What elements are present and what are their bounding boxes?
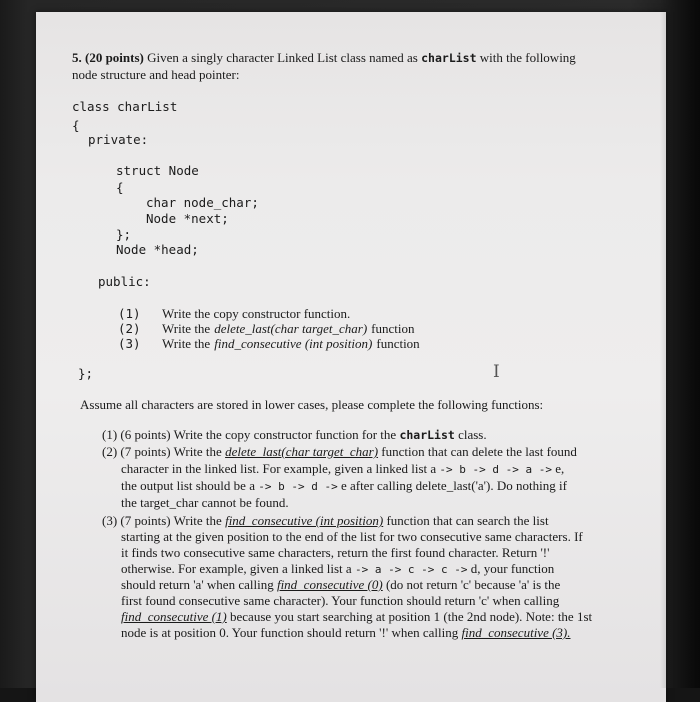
item-2-code: -> b -> d -> <box>258 480 338 493</box>
item-2-code: -> b -> d -> a -> <box>439 463 552 476</box>
item-2-signature: delete_last(char target_char) <box>225 444 379 459</box>
code-line-private: private: <box>88 132 149 147</box>
item-1-code: charList <box>399 428 455 442</box>
method-signature: delete_last(char target_char) <box>214 321 368 336</box>
code-line-class: class charList <box>72 99 178 114</box>
item-2-text: character in the linked list. For example, given a linked list a <box>121 461 437 476</box>
item-3-signature: find_consecutive (0) <box>276 577 383 592</box>
item-3-line-1 <box>102 513 549 529</box>
item-3-line-6: first found consecutive same character). Your function should return 'c' when calling <box>121 593 560 608</box>
method-text: Write the copy constructor function. <box>162 306 351 321</box>
class-name-inline: charList <box>421 51 477 65</box>
item-3-text: node is at position 0. Your function should return '!' when calling <box>121 625 459 640</box>
code-line-public: public: <box>98 274 151 289</box>
item-2-line-3 <box>121 478 567 494</box>
item-3-line-3: it finds two consecutive same characters, return the first found character. Return '!' <box>121 545 550 560</box>
question-header <box>72 50 576 66</box>
photo-shadow <box>660 0 700 688</box>
item-3-text-end: function that can search the list <box>386 513 549 528</box>
method-item-3 <box>118 335 420 353</box>
intro-line-2: node structure and head pointer: <box>72 67 240 82</box>
intro-text-a: Given a singly character Linked List class named as <box>147 50 418 65</box>
item-2-text-end: function that can delete the last found <box>381 444 577 459</box>
code-line-open-brace: { <box>72 118 80 133</box>
item-3-text-end: (do not return 'c' because 'a' is the <box>385 577 561 592</box>
item-1-text: (1) (6 points) Write the copy constructor function for the <box>102 427 397 442</box>
method-text-post: function <box>376 336 420 351</box>
item-3-signature: find_consecutive (int position) <box>225 513 384 528</box>
item-3-text: (3) (7 points) Write the <box>102 513 222 528</box>
item-1-line <box>102 427 487 443</box>
assume-text: Assume all characters are stored in lower cases, please complete the following functions: <box>80 397 544 412</box>
item-2-text-end: e after calling delete_last('a'). Do nothing if <box>340 478 567 493</box>
item-2-line-2 <box>121 461 564 477</box>
item-3-text-end: d, your function <box>470 561 555 576</box>
code-line-node-char: char node_char; <box>146 195 259 210</box>
item-3-signature: find_consecutive (3). <box>461 625 571 640</box>
item-2-line-4: the target_char cannot be found. <box>121 495 289 510</box>
code-line-struct: struct Node <box>116 163 199 178</box>
item-3-text: should return 'a' when calling <box>121 577 274 592</box>
item-3-text: because you start searching at position 1 (the 2nd node). Note: the 1st <box>230 609 593 624</box>
method-text-pre: Write the <box>162 321 211 336</box>
item-2-text: (2) (7 points) Write the <box>102 444 222 459</box>
intro-text-b: with the following <box>479 50 576 65</box>
item-3-line-2: starting at the given position to the end of the list for two consecutive same characters. If <box>121 529 583 544</box>
item-3-line-4 <box>121 561 554 577</box>
item-3-line-8 <box>121 625 571 641</box>
text-cursor-icon: I <box>493 362 500 382</box>
item-2-text-end: e, <box>555 461 565 476</box>
question-points: (20 points) <box>85 50 144 65</box>
method-num: (2) <box>118 321 141 336</box>
code-line-head: Node *head; <box>116 242 199 257</box>
method-num: (1) <box>118 306 141 321</box>
item-3-code: -> a -> c -> c -> <box>354 563 468 576</box>
question-number: 5. <box>72 50 82 65</box>
item-2-line-1 <box>102 444 577 460</box>
item-2-text: the output list should be a <box>121 478 255 493</box>
item-1-text-end: class. <box>458 427 487 442</box>
code-line-class-close: }; <box>78 366 94 381</box>
item-3-line-7 <box>121 609 592 625</box>
method-signature: find_consecutive (int position) <box>214 336 373 351</box>
code-line-struct-open: { <box>116 180 124 195</box>
method-text-pre: Write the <box>162 336 211 351</box>
item-3-signature: find_consecutive (1) <box>121 609 227 624</box>
item-3-line-5 <box>121 577 560 593</box>
method-text-post: function <box>371 321 415 336</box>
method-num: (3) <box>118 336 141 351</box>
item-3-text: otherwise. For example, given a linked list a <box>121 561 352 576</box>
code-line-struct-close: }; <box>116 227 132 242</box>
code-line-node-next: Node *next; <box>146 211 229 226</box>
